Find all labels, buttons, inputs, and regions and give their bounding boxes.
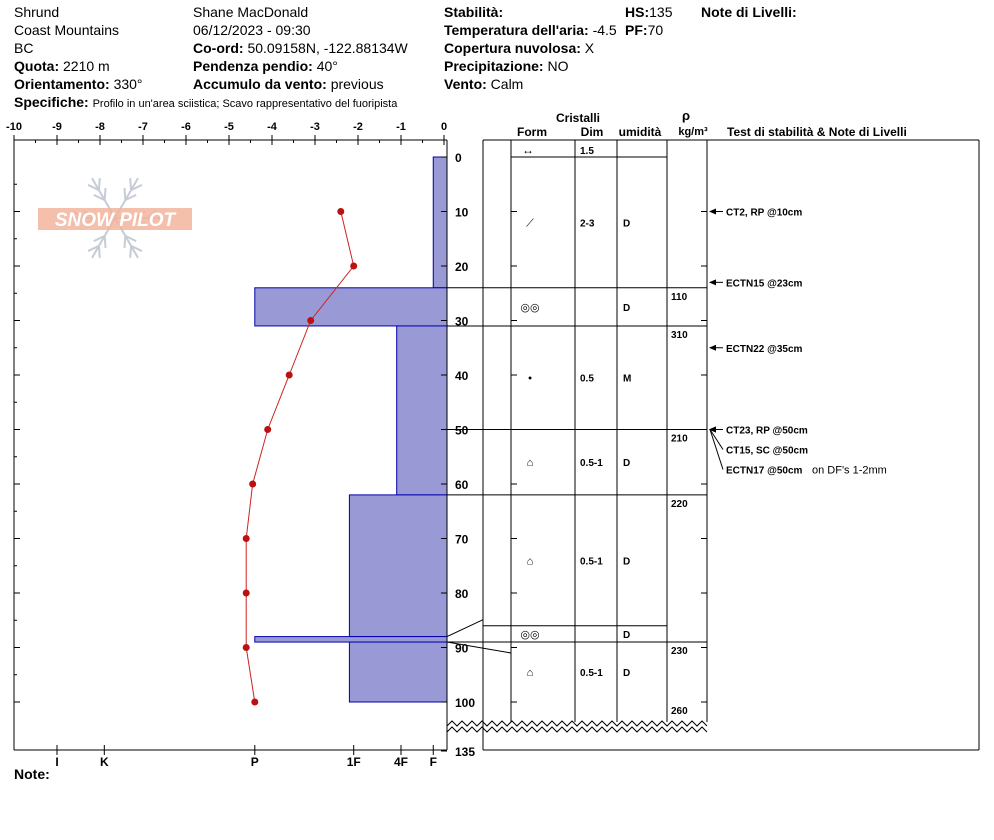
temperature-point <box>337 208 344 215</box>
hs-label: HS: <box>625 4 650 20</box>
specifics-value: Profilo in un'area sciistica; Scavo rappresentativo del fuoripista <box>92 98 398 110</box>
hardness-label: K <box>99 755 109 769</box>
logo-flake-branch <box>105 236 106 248</box>
hardness-label: 4F <box>393 755 409 769</box>
density-unit: kg/m³ <box>678 126 708 138</box>
cloud-label: Copertura nuvolosa: <box>444 40 581 56</box>
logo-text: SNOW PILOT <box>54 210 176 231</box>
tests-title: Test di stabilità & Note di Livelli <box>727 125 907 139</box>
logo-flake-branch <box>124 188 125 200</box>
humidity-value: D <box>623 218 631 230</box>
humidity-value: D <box>623 458 631 470</box>
humidity-header: umidità <box>618 125 662 139</box>
density-value: 110 <box>671 291 688 303</box>
temp-tick-label: -2 <box>353 121 363 133</box>
depth-break-zigzag <box>447 721 707 726</box>
depth-tick-label: 90 <box>455 641 469 656</box>
temp-tick-label: -7 <box>138 121 148 133</box>
surface-dim: 1.5 <box>580 146 594 157</box>
temp-tick-label: 0 <box>440 121 448 133</box>
footer-note-label: Note: <box>14 766 50 782</box>
stability-test-label: CT2, RP @10cm <box>726 207 803 219</box>
humidity-value: D <box>623 302 631 314</box>
depth-tick-label: 100 <box>455 696 476 710</box>
wind-label: Vento: <box>444 76 487 92</box>
humidity-value: M <box>623 373 632 385</box>
grain-size: 0.5-1 <box>580 668 603 680</box>
hardness-layer <box>255 637 447 642</box>
temp-tick-label: -6 <box>181 121 191 133</box>
air-temp-label: Temperatura dell'aria: <box>444 22 589 38</box>
coord-label: Co-ord: <box>193 40 244 56</box>
depth-tick-label: 20 <box>455 260 469 274</box>
grain-form: ⟋ <box>526 217 534 230</box>
precip-label: Precipitazione: <box>444 58 544 74</box>
hardness-layer <box>349 495 447 637</box>
location: Shrund <box>14 4 60 20</box>
density-value: 310 <box>671 329 688 341</box>
temp-tick-label: -3 <box>310 121 320 133</box>
grain-form: ⌂ <box>526 457 534 470</box>
stability-label: Stabilità: <box>444 4 504 20</box>
temperature-point <box>251 699 258 706</box>
temperature-point <box>350 263 357 270</box>
temperature-point <box>243 644 250 651</box>
datetime: 06/12/2023 - 09:30 <box>193 22 311 38</box>
grain-form: ◎◎ <box>520 301 540 314</box>
depth-break-zigzag <box>447 727 707 732</box>
aspect-label: Orientamento: <box>14 76 110 92</box>
region: BC <box>14 40 34 56</box>
density-value: 220 <box>671 498 688 510</box>
temperature-line <box>246 212 354 703</box>
hardness-label: 1F <box>346 755 361 769</box>
temperature-point <box>243 590 250 597</box>
density-value: 260 <box>671 706 688 717</box>
depth-tick-label: 135 <box>455 745 476 759</box>
stability-test-label: ECTN17 @50cm <box>726 465 803 477</box>
wind-value: Calm <box>490 76 524 92</box>
surface-form: ↔ <box>522 143 534 157</box>
form-header: Form <box>517 125 547 139</box>
temp-tick-label: -8 <box>95 121 105 133</box>
depth-tick-label: 10 <box>455 205 469 220</box>
depth-tick-label: 80 <box>455 587 469 601</box>
coord-value: 50.09158N, -122.88134W <box>247 40 408 56</box>
temperature-point <box>286 372 293 379</box>
crystals-title: Cristalli <box>555 111 601 125</box>
stability-test-note: on DF's 1-2mm <box>812 464 887 477</box>
depth-tick-label: 60 <box>455 478 469 492</box>
hardness-layer <box>255 288 447 326</box>
logo-flake-branch <box>130 178 131 190</box>
temperature-point <box>307 317 314 324</box>
temp-tick-label: -10 <box>6 121 22 133</box>
density-value: 210 <box>671 433 688 445</box>
stability-test-label: CT15, SC @50cm <box>726 445 809 457</box>
stability-test-label: ECTN15 @23cm <box>726 278 803 290</box>
depth-tick-label: 30 <box>455 314 469 329</box>
grain-form: ◎◎ <box>520 628 540 641</box>
logo-flake-branch <box>105 188 106 200</box>
hs-value: 135 <box>649 4 673 20</box>
test-arrow-line <box>710 430 723 470</box>
grain-size: 0.5-1 <box>580 458 603 470</box>
hardness-label: F <box>429 755 437 769</box>
humidity-value: D <box>623 556 631 568</box>
temperature-point <box>264 426 271 433</box>
hardness-layer <box>349 642 447 702</box>
grain-form: ⌂ <box>526 667 534 680</box>
stability-test-label: CT23, RP @50cm <box>726 425 808 437</box>
grain-size: 2-3 <box>580 218 595 230</box>
slope-label: Pendenza pendio: <box>193 58 313 74</box>
logo-flake-branch <box>99 178 100 190</box>
test-arrow-head <box>709 427 716 433</box>
pf-value: 70 <box>647 22 664 38</box>
grain-size: 0.5-1 <box>580 556 603 568</box>
stability-test-label: ECTN22 @35cm <box>726 343 803 355</box>
air-temp-value: -4.5 <box>592 22 617 38</box>
layer-connector <box>447 620 483 637</box>
humidity-value: D <box>623 629 631 641</box>
temp-tick-label: -9 <box>52 121 62 133</box>
hardness-layer <box>397 326 447 495</box>
grain-form: ⌂ <box>526 555 534 568</box>
depth-tick-label: 0 <box>455 151 462 165</box>
specifics-label: Specifiche: <box>14 94 89 110</box>
mountain-range: Coast Mountains <box>14 22 120 38</box>
hardness-label: P <box>250 755 259 769</box>
depth-tick-label: 40 <box>455 369 469 383</box>
logo-flake-branch <box>99 246 100 258</box>
logo-flake-branch <box>130 246 131 258</box>
test-arrow-line <box>710 430 723 450</box>
aspect-value: 330° <box>113 76 143 92</box>
pf-label: PF: <box>625 22 648 38</box>
hardness-label: I <box>55 755 59 769</box>
temp-tick-label: -4 <box>267 121 277 133</box>
dim-header: Dim <box>580 125 604 139</box>
precip-value: NO <box>547 58 569 74</box>
density-symbol: ρ <box>681 108 691 123</box>
test-arrow-head <box>709 279 716 285</box>
observer: Shane MacDonald <box>193 4 309 20</box>
test-arrow-head <box>709 209 716 215</box>
test-arrow-head <box>709 345 716 351</box>
grain-size: 0.5 <box>580 373 594 385</box>
humidity-value: D <box>623 668 631 680</box>
elevation-value: 2210 m <box>63 58 110 74</box>
wind-loading-value: previous <box>330 76 384 92</box>
layer-notes-label: Note di Livelli: <box>701 4 797 20</box>
logo-flake-branch <box>124 236 125 248</box>
temperature-point <box>249 481 256 488</box>
density-value: 230 <box>671 646 688 658</box>
temp-tick-label: -1 <box>396 121 406 133</box>
grain-form: • <box>528 372 532 385</box>
depth-tick-label: 50 <box>455 423 469 438</box>
elevation-label: Quota: <box>14 58 60 74</box>
cloud-value: X <box>584 40 595 56</box>
temp-tick-label: -5 <box>224 121 234 133</box>
wind-loading-label: Accumulo da vento: <box>193 76 327 92</box>
slope-value: 40° <box>316 58 338 74</box>
depth-tick-label: 70 <box>455 532 469 547</box>
hardness-layer <box>433 157 447 288</box>
temperature-point <box>243 535 250 542</box>
